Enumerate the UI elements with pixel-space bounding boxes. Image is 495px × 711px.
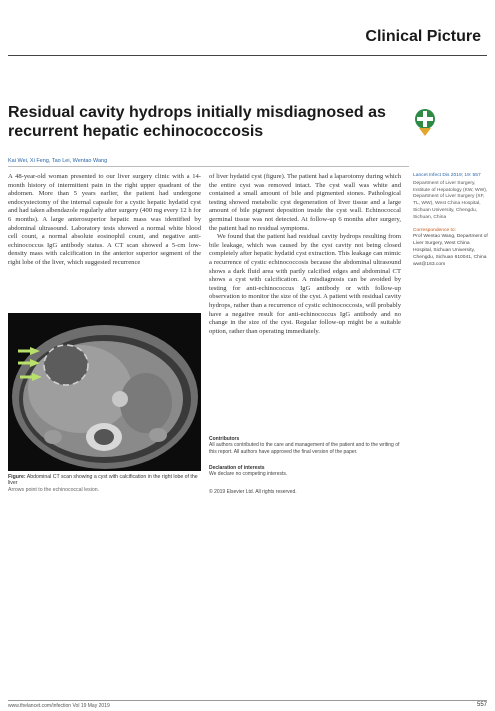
lancet-reference[interactable]: Lancet Infect Dis 2019; 19: 557 [413,173,481,178]
journal-footer[interactable]: www.thelancet.com/infection Vol 19 May 2019 [8,703,110,709]
sidebar [413,173,489,268]
correspondence-details: Prof Wentao Wang, Department of Liver Surgery, West China Hospital, Sichuan University, Chengdu, Sichuan 610041, China wwt@163.com [413,234,488,267]
copyright-notice: © 2019 Elsevier Ltd. All rights reserved. [209,489,297,495]
caption-text: Abdominal CT scan showing a cyst with calcification in the right lobe of the liver [8,474,198,487]
body-paragraph: of liver hydatid cyst (figure). The patient had a laparotomy during which the entire cyst was removed intact. The cyst wall was white and contained a small amount of bile and pigmented stones. Pathological testing showed metabolic cyst degeneration of liver tissue and a large amount of bile pigment deposition inside the cyst wall. Echinococcal germinal tissue was not detected. At follow-up 6 months after surgery, the patient had no residual symptoms. [209,173,401,232]
declaration-text: We declare no competing interests. [209,471,288,478]
body-paragraph: We found that the patient had residual cavity hydrops resulting from bile leakage, which was caused by the cyst cavity not being closed completely after hepatic hydatid cyst extraction. This leakage can mimic a recurrence of cystic echinococcosis because the abdominal ultrasound shows a dark fluid area with partly calcified edges and abdominal CT shows a cyst with calcification. A misdiagnosis can be avoided by testing for anti-echinococcus IgG antibody or with follow-up observation to monitor the size of the cyst. A patient with residual cavity hydrops, rather than a recurrence of cystic echinococcosis, will probably have a negative result for anti-echinococcus IgG antibody and no change in the size of the cyst. Regular follow-up might be a suitable option, rather than operating immediately. [209,233,401,335]
ct-scan-image [8,313,201,471]
contributors-heading: Contributors [209,436,240,442]
declaration-section [209,465,401,478]
section-label: Clinical Picture [365,28,481,45]
contributors-text: All authors contributed to the care and management of the patient and to the writing of this report. All authors have approved the final version of the paper. [209,442,400,455]
caption-note: Arrows point to the echinococcal lesion. [8,486,100,493]
article-title: Residual cavity hydrops initially misdiagnosed as recurrent hepatic echinococcosis [8,104,386,140]
top-rule [8,55,487,56]
contributors-section [209,436,401,455]
author-affiliations: Department of Liver Surgery, Institute of Hepatology (KW, WW), Department of Liver Surgery (XF, TL, WW), West China Hospital, Sichuan University, Chengdu, Sichuan, China [413,180,488,220]
crossmark-icon[interactable] [412,108,438,138]
figure-caption [8,474,201,493]
body-paragraph: A 48-year-old woman presented to our liver surgery clinic with a 14-month history of intermittent pain in the right upper quadrant of the abdomen. More than 5 years earlier, the patient had undergone endocystectomy of the internal capsule for a cystic hepatic hydatid cyst and had taken albendazole regularly after surgery (400 mg every 12 h for 6 months). A large anterosuperior hepatic mass was identified by abdominal ultrasound. Laboratory tests showed a normal white blood cell count, a normal absolute eosinophil count, and negative anti-echinococcus IgG antibody status. A CT scan showed a 5-cm low-density mass with calcification in the anterior superior segment of the right lobe of the liver, which suggested recurrence [8,173,201,266]
body-column-1 [8,173,201,268]
bottom-rule [8,700,487,701]
caption-label: Figure: [8,474,26,480]
page-number: 557 [476,702,487,708]
authors[interactable]: Kai Wei, Xi Feng, Tao Lei, Wentao Wang [8,158,108,164]
body-column-2 [209,173,401,336]
declaration-heading: Declaration of interests [209,465,265,471]
correspondence-heading: Correspondence to: [413,227,456,233]
author-rule [8,166,409,167]
